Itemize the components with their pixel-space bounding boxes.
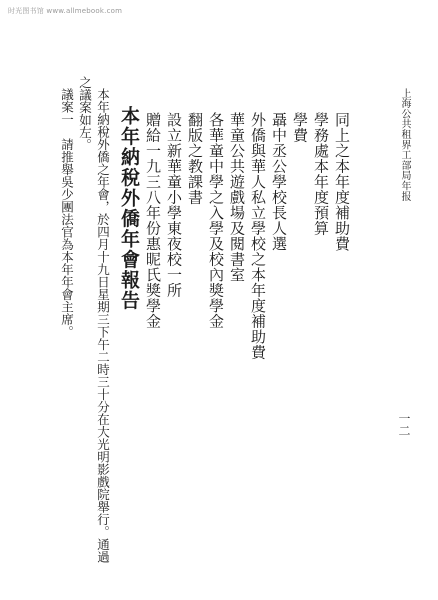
running-title: 上海公共租界工部局年报 [399, 88, 410, 202]
list-item: 翻版之教課書 [186, 112, 204, 205]
list-item: 各華童中學之入學及校內獎學金 [207, 112, 225, 329]
list-item: 學務處本年度預算 [312, 112, 330, 236]
list-item: 學費 [291, 112, 309, 143]
page-number: 一二 [397, 412, 411, 437]
list-item: 同上之本年度補助費 [333, 112, 351, 252]
list-item: 華童公共遊戲場及閱書室 [228, 112, 246, 283]
list-item: 外僑與華人私立學校之本年度補助費 [249, 112, 267, 360]
list-item: 設立新華童小學東夜校一所 [165, 112, 183, 298]
list-item: 聶中丞公學校長人選 [270, 112, 288, 252]
watermark-text: 时光图书馆 www.allmebook.com [8, 7, 123, 15]
list-item: 贈給一九三八年份惠昵氏獎學金 [144, 112, 162, 329]
section-heading: 本年納稅外僑年會報告 [118, 106, 140, 311]
body-paragraph-line: 本年納稅外僑之年會，於四月十九日星期三下午二時三十分在大光明影戲院舉行。通過 [95, 88, 111, 563]
body-paragraph-line: 之議案如左。 [77, 76, 93, 151]
resolution-line: 議案一 請推舉吳少團法官為本年年會主席。 [59, 88, 75, 338]
